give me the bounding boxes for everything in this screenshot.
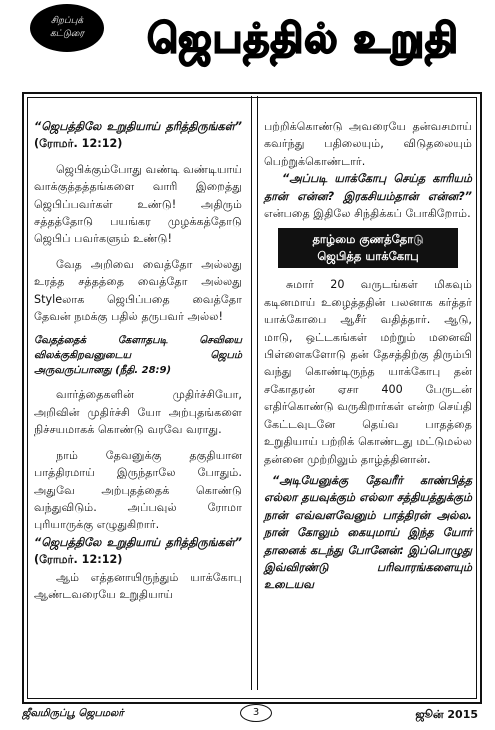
paragraph: சுமார் 20 வருடங்கள் மிகவும் கடினமாய் உழைத்ததின் பலனாக கர்த்தர் யாக்கோபை ஆசீர் வதித்தார். ஆடு, மாடு, ஒட்டகங்கள் மற்றும் மனைவி பிள்ளைகளோடு தன் தேசத்திற்கு திரும்பி வந்து கொண்டிருந்த யாக்கோபு தன் சகோதரன் ஏசா 400 பேருடன் எதிர்கொண்டு வருகிறார்கள் என்ற செய்தி கேட்டவுடனே தெய்வ பாதத்தை உறுதியாய் பற்றிக் கொண்டது மட்டுமல்ல தன்னை முற்றிலும் தாழ்த்தினான். [264, 278, 472, 466]
badge-line1: சிறப்புக் [50, 16, 84, 26]
paragraph: பற்றிக்கொண்டு அவரையே தன்வசமாய் கவர்ந்து பதிலையும், விடுதலையும் பெற்றுக்கொண்டார். [264, 120, 472, 168]
section-heading-line1: தாழ்மை குணத்தோடு [312, 232, 424, 247]
footer-issue-date: ஜூன் 2015 [415, 708, 478, 721]
badge-line2: கட்டுரை [49, 29, 85, 39]
question-quote [264, 170, 472, 222]
header-badge [30, 4, 104, 52]
left-column [34, 118, 242, 603]
paragraph: ஆம் எத்தனாயிருந்தும் யாக்கோபு ஆண்டவரையே உறுதியாய் [34, 570, 242, 601]
paragraph: ஜெபிக்கும்போது வண்டி வண்டியாய் வாக்குத்தத்தங்களை வாரி இறைத்து ஜெபிப்பவர்கள் உண்டு! அதிரும் சத்தத்தோடு பயங்கர முழக்கத்தோடு ஜெபிப் பவர்களும் உண்டு! [34, 162, 242, 246]
quote-text: “ஜெபத்திலே உறுதியாய் தரித்திருங்கள்” [34, 120, 242, 133]
paragraph: நாம் தேவனுக்கு தகுதியான பாத்திரமாய் இருந்தாலே போதும். அதுவே அற்புதத்தைக் கொண்டு வந்துவிடும். அப்பவுல் ரோமா புரியாருக்கு எழுதுகிறார். [34, 448, 242, 532]
quote-text: “அப்படி யாக்கோபு செய்த காரியம் தான் என்ன? இரகசியம்தான் என்ன?” [264, 172, 472, 203]
prayer-quote: “அடியேனுக்கு தேவரீர் காண்பித்த எல்லா தயவுக்கும் எல்லா சத்தியத்துக்கும் நான் எவ்வளவேனும் பாத்திரன் அல்ல. நான் கோலும் கையுமாய் இந்த யோர் தானைக் கடந்து போனேன்: இப்பொழுது இவ்விரண்டு பரிவாரங்களையும் உடையவ [264, 473, 472, 592]
paragraph: வார்த்தைகளின் முதிர்ச்சியோ, அறிவின் முதிர்ச்சி யோ அற்புதங்களை நிச்சயமாகக் கொண்டு வரவே வராது. [34, 388, 242, 437]
quote-text: “ஜெபத்திலே உறுதியாய் தரித்திருங்கள்” [34, 535, 242, 549]
scripture-quote [34, 333, 242, 378]
column-divider [251, 96, 258, 690]
scripture-reference: (நீதி. 28:9) [115, 365, 172, 377]
quote-reference: (ரோமர். 12:12) [34, 137, 123, 151]
opening-quote [34, 118, 242, 153]
page-footer [22, 704, 482, 726]
paragraph: வேத அறிவை வைத்தோ அல்லது உரத்த சத்தத்தை வைத்தோ அல்லது Styleலாக ஜெபிப்பதை வைத்தோ தேவன் நமக்கு பதில் தருபவர் அல்ல! [34, 257, 242, 324]
quote-tail: என்பதை இதிலே சிந்திக்கப் போகிறோம். [264, 207, 471, 221]
footer-page-number: 3 [240, 704, 272, 722]
right-column [264, 118, 472, 594]
page-title: ஜெபத்தில் உறுதி [147, 15, 459, 62]
section-heading-box [278, 228, 458, 268]
footer-magazine-name: ஜீவமிருப்பூ ஜெபமலர் [22, 708, 124, 719]
scripture-text: வேதத்தைக் கேளாதபடி செவியை விலக்குகிறவனுடைய ஜெபம் அருவருப்பானது [34, 335, 242, 377]
section-heading-line2: ஜெபித்த யாக்கோபு [317, 249, 419, 264]
quote-reference: (ரோமர். 12:12) [34, 553, 123, 567]
closing-quote [34, 534, 242, 569]
